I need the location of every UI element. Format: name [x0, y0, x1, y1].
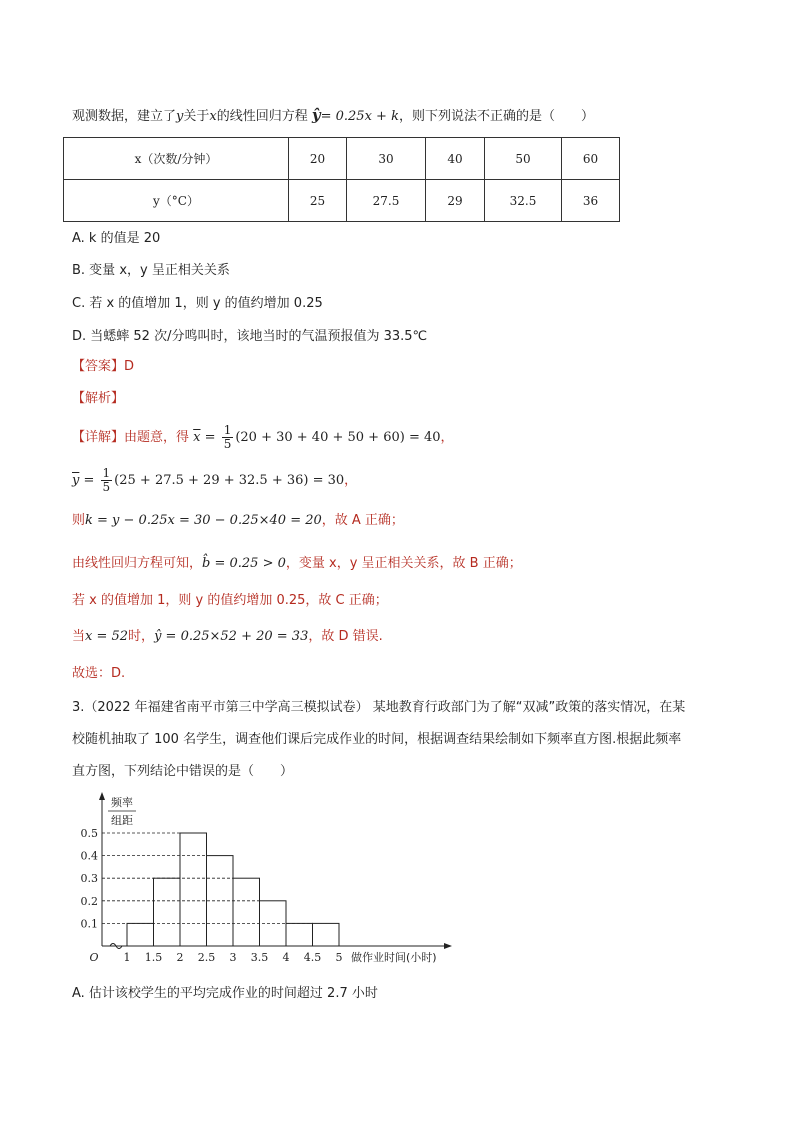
question3-option-a: A. 估计该校学生的平均完成作业的时间超过 2.7 小时	[72, 986, 378, 1001]
fraction-one-fifth-2	[101, 467, 113, 494]
intro-var-y: y	[176, 109, 184, 124]
option-b: B. 变量 x，y 呈正相关关系	[72, 263, 230, 278]
x-tick-label: 5	[335, 951, 343, 964]
detail-step-4	[72, 555, 522, 573]
histogram-bar	[313, 923, 340, 946]
fraction-denominator: 5	[102, 480, 111, 494]
y-label-top: 频率	[111, 796, 133, 809]
step6-math2: ŷ = 0.25×52 + 20 = 33	[154, 629, 309, 644]
y-bar: $\overline{y}$	[72, 473, 80, 488]
x-axis-arrow	[444, 943, 452, 949]
x-tick-label: 2	[176, 951, 184, 964]
step2-sum: (25 + 27.5 + 29 + 32.5 + 36) = 30	[114, 473, 345, 488]
x-tick-label: 4.5	[303, 951, 322, 964]
intro-var-x: x	[209, 109, 217, 124]
table-header-y: y（°C）	[64, 180, 289, 222]
question3-line1: 3.（2022 年福建省南平市第三中学高三模拟试卷） 某地教育行政部门为了解“双减”政策的落实情况，在某	[72, 700, 686, 715]
detail-step-3	[72, 512, 404, 530]
table-header-x: x（次数/分钟）	[64, 138, 289, 180]
detail-label: 【详解】	[72, 430, 125, 445]
x-axis-label: 做作业时间(小时)	[351, 951, 437, 964]
option-d: D. 当蟋蟀 52 次/分鸣叫时，该地当时的气温预报值为 33.5℃	[72, 329, 428, 344]
y-tick-label: 0.3	[80, 872, 98, 886]
question-intro	[72, 106, 594, 126]
fraction-one-fifth	[222, 424, 234, 451]
frequency-histogram	[78, 790, 478, 972]
table-row-y	[64, 180, 620, 222]
step4-pre: 由线性回归方程可知，	[72, 556, 203, 571]
histogram-bar	[233, 878, 260, 946]
table-cell: 29	[426, 180, 485, 222]
fraction-denominator: 5	[223, 437, 232, 451]
table-cell: 50	[485, 138, 562, 180]
detail-step-1: 【详解】由题意，得 $\overline{x}$ = $\frac{1}{5}$ (20 + 30 + 40 + 50 + 60) = 40，	[72, 423, 454, 451]
regression-rhs: = 0.25x + k	[320, 109, 399, 124]
question3-line3: 直方图，下列结论中错误的是（ ）	[72, 764, 294, 779]
analysis-label: 【解析】	[72, 391, 125, 406]
step2-end: ，	[344, 473, 358, 488]
detail-step1-text: 由题意，得	[124, 430, 190, 445]
table-cell: 27.5	[347, 180, 426, 222]
intro-text-4: ，则下列说法不正确的是（ ）	[398, 109, 594, 124]
intro-text-3: 的线性回归方程	[216, 109, 308, 124]
histogram-bar	[286, 923, 313, 946]
step6-pre: 当	[72, 629, 86, 644]
step4-math: b̂ = 0.25 > 0	[202, 556, 286, 571]
table-row-x	[64, 138, 620, 180]
y-tick-label: 0.1	[80, 917, 98, 931]
fraction-numerator: 1	[223, 423, 232, 437]
step3-pre: 则	[72, 513, 86, 528]
x-tick-label: 3	[229, 951, 237, 964]
x-tick-label: 1.5	[144, 951, 163, 964]
intro-text-1: 观测数据，建立了	[72, 109, 177, 124]
x-tick-label: 2.5	[197, 951, 216, 964]
step3-math: k = y − 0.25x = 30 − 0.25×40 = 20	[85, 513, 322, 528]
answer-value: D	[124, 359, 135, 374]
y-tick-label: 0.4	[80, 849, 98, 863]
table-cell: 60	[562, 138, 620, 180]
detail-step-5: 若 x 的值增加 1，则 y 的值约增加 0.25，故 C 正确；	[72, 593, 388, 608]
histogram-bar	[154, 878, 181, 946]
x-tick-label: 1	[123, 951, 131, 964]
table-cell: 20	[289, 138, 347, 180]
fraction-numerator: 1	[102, 466, 111, 480]
observation-table	[63, 137, 620, 222]
x-bar: $\overline{x}$	[193, 430, 201, 445]
detail-step-2: $\overline{y}$ = $\frac{1}{5}$ (25 + 27.5 + 29 + 32.5 + 36) = 30，	[72, 466, 358, 494]
conclusion: 故选：D.	[72, 666, 126, 681]
y-label-bottom: 组距	[111, 814, 133, 827]
answer-line	[72, 358, 134, 376]
histogram-bar	[180, 833, 207, 946]
table-cell: 36	[562, 180, 620, 222]
table-cell: 32.5	[485, 180, 562, 222]
origin-label: O	[89, 951, 99, 964]
option-c: C. 若 x 的值增加 1，则 y 的值约增加 0.25	[72, 296, 323, 311]
question3-line2: 校随机抽取了 100 名学生，调查他们课后完成作业的时间，根据调查结果绘制如下频率直方图.根据此频率	[72, 732, 682, 747]
table-cell: 25	[289, 180, 347, 222]
step4-mid: ，变量 x，y 呈正相关关系，故 B 正确；	[285, 556, 522, 571]
regression-lhs: ŷ	[311, 106, 321, 124]
step3-end: ，故 A 正确；	[321, 513, 404, 528]
step6-math1: x = 52	[85, 629, 129, 644]
option-a: A. k 的值是 20	[72, 231, 161, 246]
step6-mid: 时，	[128, 629, 155, 644]
y-axis-arrow	[99, 792, 105, 800]
x-tick-label: 3.5	[250, 951, 269, 964]
step6-end: ，故 D 错误.	[308, 629, 383, 644]
table-cell: 40	[426, 138, 485, 180]
step1-sum: (20 + 30 + 40 + 50 + 60) = 40	[235, 430, 441, 445]
step1-end: ，	[440, 430, 454, 445]
detail-step-6	[72, 628, 383, 646]
x-tick-label: 4	[282, 951, 290, 964]
y-tick-label: 0.2	[80, 894, 98, 908]
histogram-bar	[127, 923, 154, 946]
table-cell: 30	[347, 138, 426, 180]
intro-text-2: 关于	[183, 109, 210, 124]
answer-label: 【答案】	[72, 359, 125, 374]
y-tick-label: 0.5	[80, 827, 98, 840]
